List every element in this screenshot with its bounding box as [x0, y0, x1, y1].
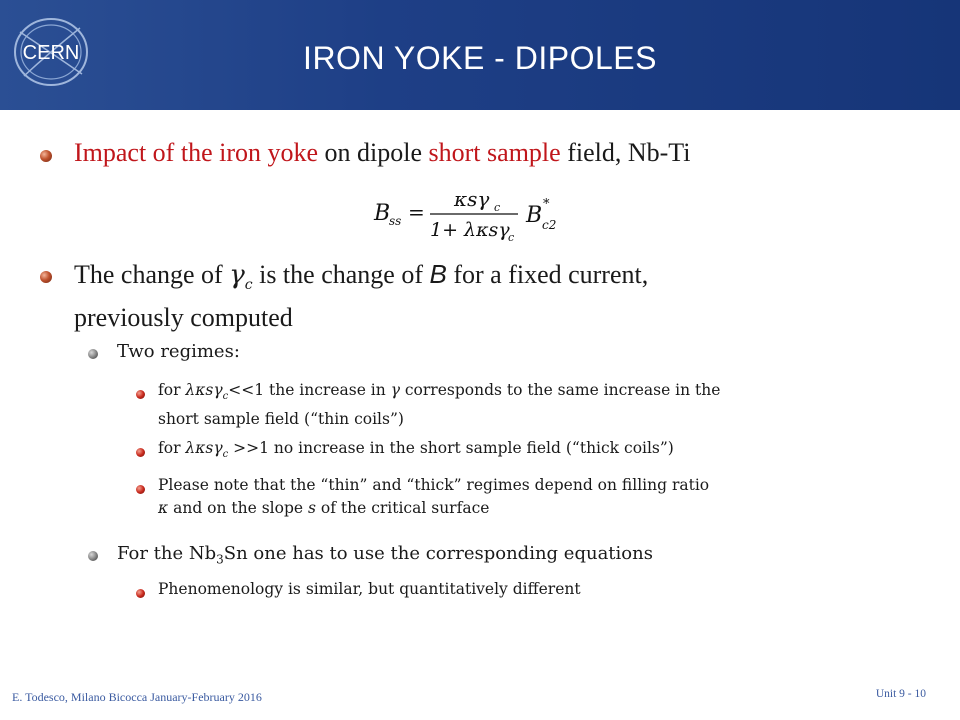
text-segment: is the change of [252, 260, 430, 289]
gamma-symbol: γ [229, 260, 245, 290]
regime-thick-text [158, 437, 918, 466]
formula-numerator-sub: c [494, 201, 501, 214]
regime-note-text [158, 474, 918, 520]
two-regimes-label: Two regimes: [117, 341, 240, 362]
cern-logo-text: CERN [22, 42, 80, 64]
formula-equals: = [408, 200, 425, 224]
highlight-iron-yoke: Impact of the iron yoke [74, 138, 319, 167]
formula-lhs-sub: ss [389, 214, 402, 228]
text-segment: of the critical surface [315, 499, 490, 517]
text-segment: field, Nb-Ti [560, 138, 691, 167]
highlight-short-sample: short sample [428, 138, 561, 167]
footer-author: E. Todesco, Milano Bicocca January-February 2016 [12, 690, 262, 704]
math-subscript: c [222, 391, 229, 403]
short-sample-formula [372, 182, 572, 244]
kappa-symbol: κ [158, 499, 169, 517]
nb3sn-label [117, 542, 653, 572]
sub-bullet-icon [88, 349, 98, 359]
sub-sub-bullet-icon [136, 485, 145, 494]
formula-denominator-sub: c [508, 231, 515, 244]
bullet-2-text [74, 258, 934, 334]
text-segment: short sample field (“thin coils”) [158, 410, 404, 429]
text-segment: on dipole [318, 138, 429, 167]
footer-page-number: Unit 9 - 10 [875, 688, 926, 700]
formula-lhs: B [374, 201, 391, 226]
text-segment: previously computed [74, 303, 293, 333]
formula-rhs-sup: * [543, 197, 550, 212]
math-subscript: c [222, 449, 229, 461]
gamma-subscript: c [244, 277, 253, 294]
sub-sub-bullet-icon [136, 589, 145, 598]
text-segment: for [158, 439, 186, 457]
math-lambda-kappa-s-gamma: λκsγ [185, 381, 223, 399]
slide-title: IRON YOKE - DIPOLES [303, 40, 657, 76]
text-segment: <<1 the increase in [228, 381, 391, 399]
s-symbol: s [308, 499, 316, 517]
text-segment: For the Nb [117, 543, 217, 564]
sub-bullet-icon [88, 551, 98, 561]
sub-sub-bullet-icon [136, 448, 145, 457]
formula-rhs-sub: c2 [542, 218, 557, 232]
b-symbol: B [429, 259, 447, 289]
title-bar [0, 0, 960, 110]
bullet-icon [40, 271, 52, 283]
gamma-symbol: γ [390, 381, 400, 399]
formula-denominator: 1+ λκsγ [430, 219, 510, 241]
text-segment: Sn one has to use the corresponding equations [223, 543, 653, 564]
bullet-1-text [74, 137, 934, 169]
math-lambda-kappa-s-gamma: λκsγ [185, 439, 223, 457]
text-segment: for a fixed current, [446, 260, 649, 289]
text-segment: for [158, 381, 186, 399]
text-segment: The change of [74, 260, 230, 289]
sub-sub-bullet-icon [136, 390, 145, 399]
formula-rhs: B [526, 203, 543, 228]
nb3sn-subscript: 3 [216, 552, 224, 567]
text-segment: and on the slope [168, 499, 308, 517]
text-segment: corresponds to the same increase in the [399, 381, 721, 399]
formula-numerator: κsγ [454, 187, 490, 211]
regime-thin-text [158, 379, 918, 431]
text-segment: >>1 no increase in the short sample field (“thick coils”) [228, 439, 674, 457]
bullet-icon [40, 150, 52, 162]
text-segment: Please note that the “thin” and “thick” regimes depend on filling ratio [158, 476, 710, 494]
phenomenology-text: Phenomenology is similar, but quantitatively different [158, 580, 581, 598]
